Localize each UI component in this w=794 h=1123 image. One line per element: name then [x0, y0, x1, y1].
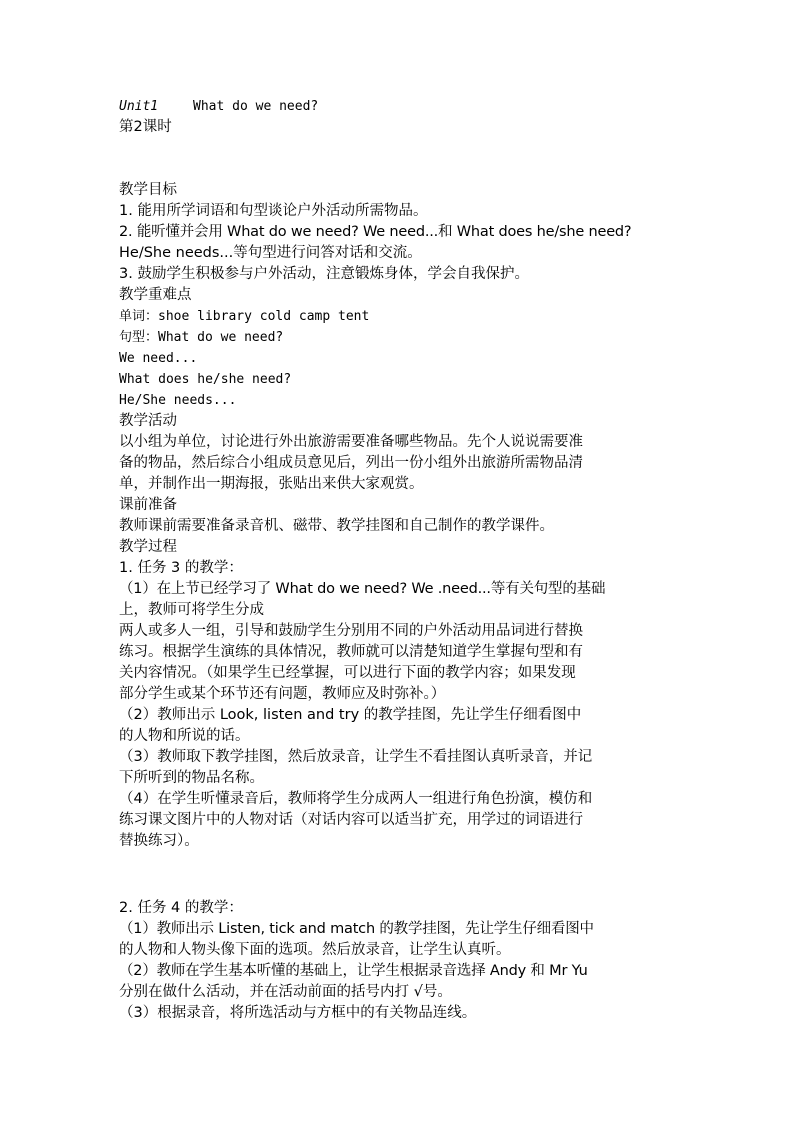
task3-line: 的人物和所说的话。 — [119, 728, 250, 744]
task3-line: （4）在学生听懂录音后，教师将学生分成两人一组进行角色扮演，模仿和 — [119, 791, 593, 807]
process-heading: 教学过程 — [119, 539, 177, 555]
task3-line: 上，教师可将学生分成 — [119, 602, 264, 618]
task3-line: 关内容情况。（如果学生已经掌握，可以进行下面的教学内容；如果发现 — [119, 665, 576, 681]
pattern-item: We need... — [119, 351, 198, 366]
task3-line: 替换练习）。 — [119, 833, 199, 849]
document-page — [119, 96, 679, 1024]
key-words-line: 单词：shoe library cold camp tent — [119, 309, 370, 324]
preparation-heading: 课前准备 — [119, 497, 177, 513]
unit-heading — [119, 96, 679, 117]
task3-line: 部分学生或某个环节还有问题，教师应及时弥补。） — [119, 686, 446, 702]
task4-line: 分别在做什么活动，并在活动前面的括号内打 √号。 — [119, 984, 452, 1000]
activity-line: 以小组为单位，讨论进行外出旅游需要准备哪些物品。先个人说说需要准 — [119, 434, 583, 450]
pattern-item: What does he/she need? — [119, 372, 292, 387]
spacer — [119, 138, 679, 180]
task4-line: 的人物和人物头像下面的选项。然后放录音，让学生认真听。 — [119, 942, 511, 958]
task4-line: （3）根据录音，将所选活动与方框中的有关物品连线。 — [119, 1005, 477, 1021]
pattern-item: He/She needs... — [119, 393, 237, 408]
task3-line: （2）教师出示 Look, listen and try 的教学挂图，先让学生仔细看图中 — [119, 707, 582, 723]
task3-line: 练习课文图片中的人物对话（对话内容可以适当扩充，用学过的词语进行 — [119, 812, 583, 828]
objective-item: 2. 能听懂并会用 What do we need? We need...和 What does he/she need? — [119, 224, 632, 240]
task3-line: （1）在上节已经学习了 What do we need? We .need...等有关句型的基础 — [119, 581, 606, 597]
pattern-item: What do we need? — [158, 330, 284, 345]
objective-item: He/She needs...等句型进行问答对话和交流。 — [119, 245, 422, 261]
activity-line: 备的物品，然后综合小组成员意见后，列出一份小组外出旅游所需物品清 — [119, 455, 583, 471]
unit-title: What do we need? — [193, 99, 319, 114]
objectives-heading: 教学目标 — [119, 182, 177, 198]
task4-line: （2）教师在学生基本听懂的基础上，让学生根据录音选择 Andy 和 Mr Yu — [119, 963, 588, 979]
unit-label: Unit1 — [119, 99, 159, 114]
task3-title: 1. 任务 3 的教学： — [119, 560, 243, 576]
preparation-line: 教师课前需要准备录音机、磁带、教学挂图和自己制作的教学课件。 — [119, 518, 554, 534]
activity-heading: 教学活动 — [119, 413, 177, 429]
activity-line: 单，并制作出一期海报，张贴出来供大家观赏。 — [119, 476, 424, 492]
task3-line: 练习。根据学生演练的具体情况，教师就可以清楚知道学生掌握句型和有 — [119, 644, 583, 660]
lesson-number: 第2课时 — [119, 119, 172, 135]
pattern-label: 句型： — [119, 330, 159, 345]
task4-title: 2. 任务 4 的教学： — [119, 900, 243, 916]
key-points-heading: 教学重难点 — [119, 287, 192, 303]
spacer — [119, 852, 679, 898]
task3-line: （3）教师取下教学挂图，然后放录音，让学生不看挂图认真听录音，并记 — [119, 749, 593, 765]
objective-item: 3. 鼓励学生积极参与户外活动，注意锻炼身体，学会自我保护。 — [119, 266, 529, 282]
pattern-line — [119, 327, 679, 348]
task3-line: 两人或多人一组，引导和鼓励学生分别用不同的户外活动用品词进行替换 — [119, 623, 583, 639]
task3-line: 下所听到的物品名称。 — [119, 770, 264, 786]
task4-line: （1）教师出示 Listen, tick and match 的教学挂图，先让学生仔细看图中 — [119, 921, 594, 937]
objective-item: 1. 能用所学词语和句型谈论户外活动所需物品。 — [119, 203, 428, 219]
